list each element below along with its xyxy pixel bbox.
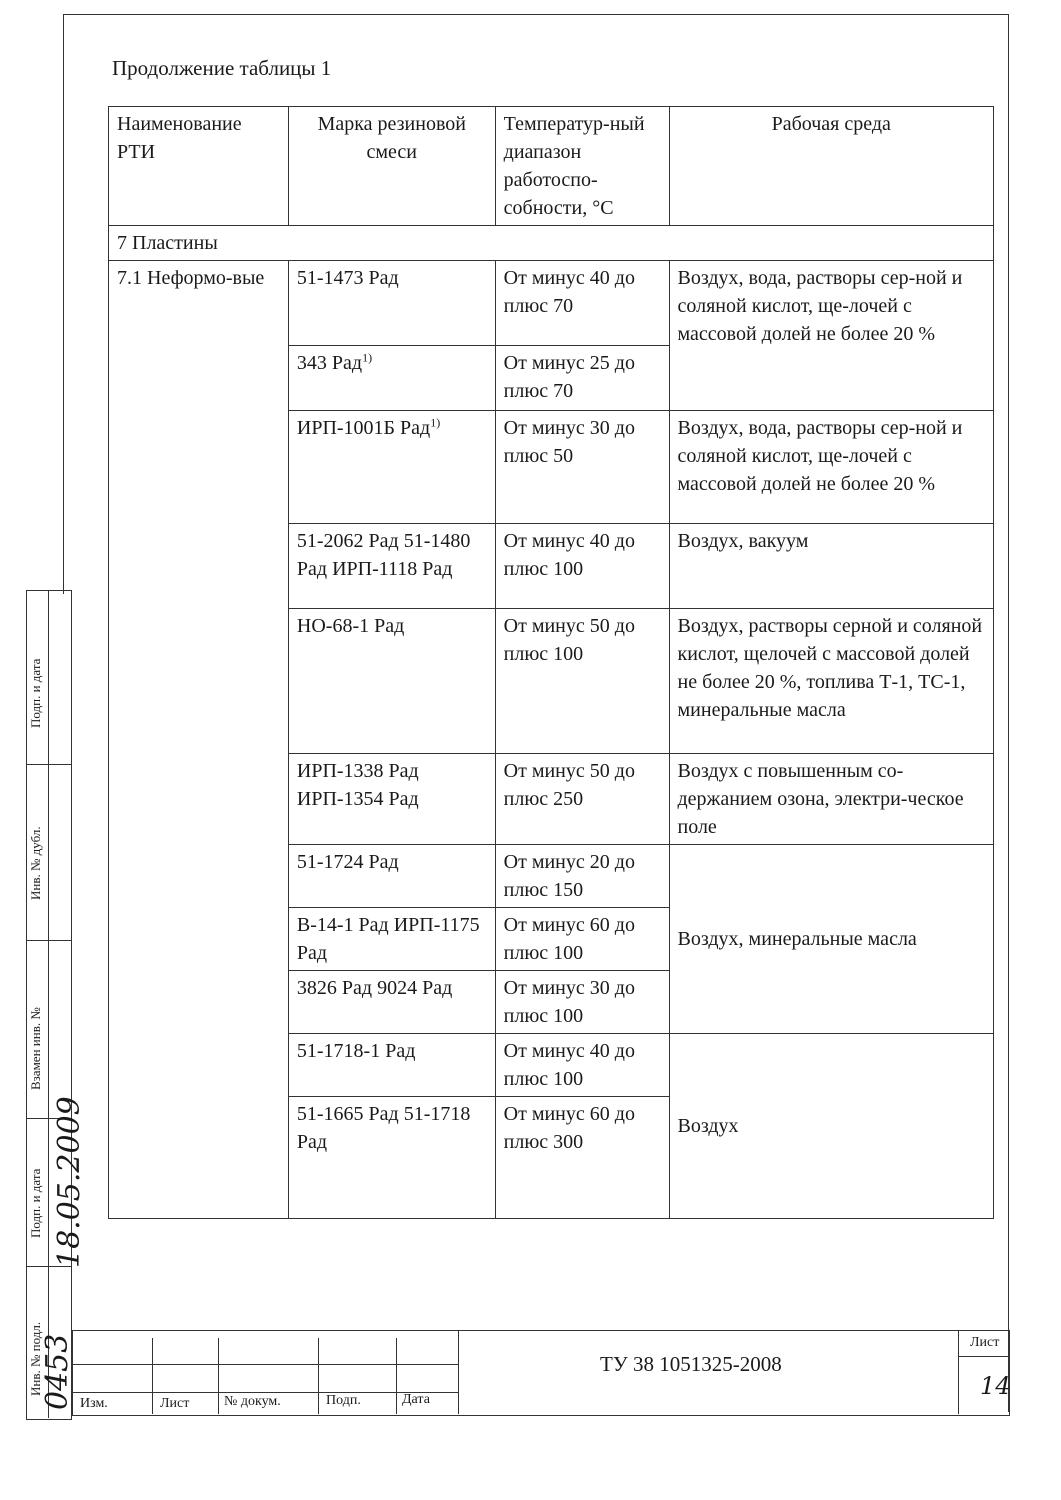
- spec-table: [108, 106, 994, 1219]
- stamp-sign: Подп.: [326, 1393, 361, 1408]
- mark-text: ИРП-1001Б Рад: [296, 417, 431, 439]
- label-dup-inv: Инв. № дубл.: [28, 826, 43, 900]
- side-sep-2: [26, 940, 72, 941]
- temp-cell: От минус 40 до плюс 70: [495, 261, 669, 346]
- section-row: [109, 226, 994, 261]
- tb-line-6: [458, 1330, 459, 1414]
- temp-cell: От минус 60 до плюс 300: [495, 1097, 669, 1219]
- mark-cell: ИРП-1338 Рад ИРП-1354 Рад: [288, 754, 495, 845]
- env-cell: Воздух, минеральные масла: [669, 845, 994, 1034]
- temp-cell: От минус 25 до плюс 70: [495, 346, 669, 411]
- label-sign-date-2: Подп. и дата: [28, 1168, 43, 1238]
- temp-cell: От минус 30 до плюс 100: [495, 971, 669, 1034]
- stamp-doc: № докум.: [224, 1394, 281, 1409]
- stamp-izm: Изм.: [80, 1396, 108, 1411]
- header-temp-range: Температур-ный диапазон работоспо-собности, °С: [495, 107, 669, 226]
- stamp-list: Лист: [160, 1396, 190, 1411]
- mark-cell: 51-1724 Рад: [288, 845, 495, 908]
- env-cell: Воздух, вода, растворы сер-ной и соляной кислот, ще-лочей с массовой долей не более 20 %: [669, 261, 994, 411]
- tb-line-1: [72, 1330, 73, 1414]
- tb-sheet-row: [958, 1356, 1008, 1357]
- temp-cell: От минус 40 до плюс 100: [495, 524, 669, 609]
- title-block: [72, 1330, 1010, 1416]
- footnote-mark: 1): [362, 350, 373, 365]
- tb-line-3: [218, 1338, 219, 1414]
- tb-row-2: [72, 1392, 458, 1393]
- mark-cell: [288, 346, 495, 411]
- side-sep-1: [26, 764, 72, 765]
- tb-line-4: [318, 1338, 319, 1414]
- sheet-label: Лист: [970, 1335, 1000, 1350]
- frame-top-line: [63, 14, 1008, 15]
- label-sign-date-1: Подп. и дата: [28, 658, 43, 728]
- env-cell: Воздух: [669, 1034, 994, 1219]
- mark-cell: НО-68-1 Рад: [288, 609, 495, 754]
- frame-left-line: [63, 14, 64, 594]
- mark-cell: 51-1718-1 Рад: [288, 1034, 495, 1097]
- label-replace-inv: Взамен инв. №: [28, 1007, 43, 1090]
- temp-cell: От минус 60 до плюс 100: [495, 908, 669, 971]
- temp-cell: От минус 40 до плюс 100: [495, 1034, 669, 1097]
- temp-cell: От минус 50 до плюс 100: [495, 609, 669, 754]
- header-rti-name: Наименование РТИ: [109, 107, 289, 226]
- tb-line-2: [152, 1338, 153, 1414]
- temp-cell: От минус 20 до плюс 150: [495, 845, 669, 908]
- mark-cell: 51-1665 Рад 51-1718 Рад: [288, 1097, 495, 1219]
- section-title: 7 Пластины: [109, 226, 994, 261]
- group-name: 7.1 Неформо-вые: [109, 261, 289, 1219]
- temp-cell: От минус 50 до плюс 250: [495, 754, 669, 845]
- side-inner-line: [48, 590, 49, 1418]
- sheet-number: 14: [980, 1372, 1011, 1400]
- handwritten-date: 18.05.2009: [52, 1096, 87, 1268]
- tb-row-1: [72, 1364, 458, 1365]
- table-row: [109, 261, 994, 346]
- table-header-row: [109, 107, 994, 226]
- handwritten-inv-number: 0453: [40, 1333, 75, 1410]
- mark-cell: 51-2062 Рад 51-1480 Рад ИРП-1118 Рад: [288, 524, 495, 609]
- table-caption: Продолжение таблицы 1: [112, 56, 332, 80]
- tb-line-5: [396, 1338, 397, 1414]
- footnote-mark: 1): [430, 415, 441, 430]
- frame-right-line: [1008, 14, 1009, 1412]
- temp-cell: От минус 30 до плюс 50: [495, 411, 669, 524]
- header-rubber-mark: Марка резиновой смеси: [288, 107, 495, 226]
- tb-line-7: [958, 1330, 959, 1414]
- env-cell: Воздух, растворы серной и соляной кислот, щелочей с массовой долей не более 20 %, топлива Т-1, ТС-1, минеральные масла: [669, 609, 994, 754]
- header-work-env: Рабочая среда: [669, 107, 994, 226]
- label-orig-inv: Инв. № подл.: [28, 1321, 43, 1396]
- mark-cell: 51-1473 Рад: [288, 261, 495, 346]
- env-cell: Воздух, вода, растворы сер-ной и соляной кислот, ще-лочей с массовой долей не более 20 %: [669, 411, 994, 524]
- mark-text: 343 Рад: [296, 352, 363, 374]
- env-cell: Воздух, вакуум: [669, 524, 994, 609]
- env-cell: Воздух с повышенным со-держанием озона, электри-ческое поле: [669, 754, 994, 845]
- document-number: ТУ 38 1051325-2008: [600, 1352, 782, 1376]
- mark-cell: В-14-1 Рад ИРП-1175 Рад: [288, 908, 495, 971]
- mark-cell: 3826 Рад 9024 Рад: [288, 971, 495, 1034]
- stamp-date: Дата: [402, 1392, 430, 1407]
- mark-cell: [288, 411, 495, 524]
